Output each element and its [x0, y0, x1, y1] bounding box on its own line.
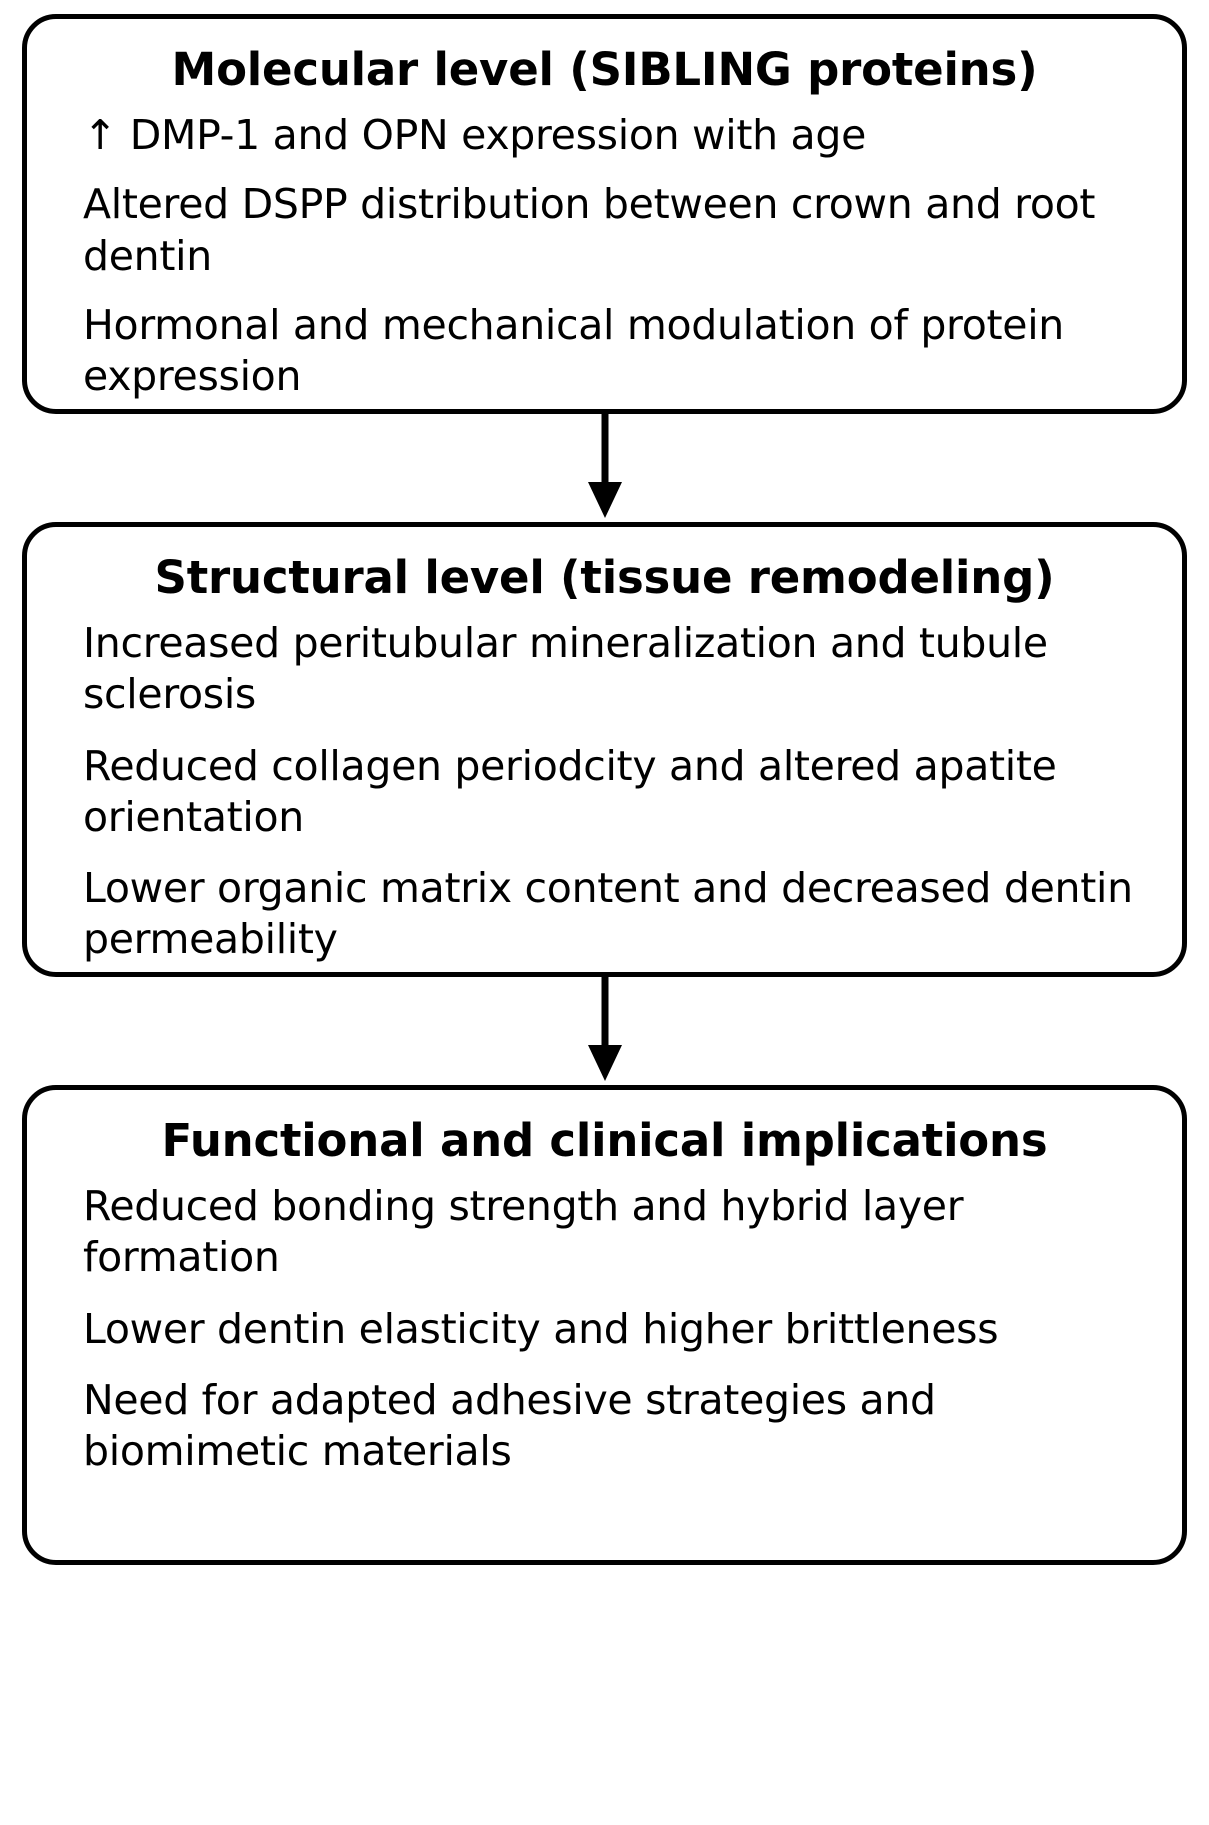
node-molecular-items — [53, 110, 1156, 402]
node-structural-title: Structural level (tissue remodeling) — [154, 551, 1055, 604]
node-molecular-level — [22, 14, 1187, 414]
down-arrow-icon — [585, 414, 625, 522]
list-item: Lower dentin elasticity and higher brittleness — [83, 1304, 999, 1353]
list-item: ↑ DMP-1 and OPN expression with age — [83, 111, 867, 160]
list-item: Hormonal and mechanical modulation of protein expression — [83, 300, 1064, 401]
list-item: Reduced bonding strength and hybrid layer formation — [83, 1182, 964, 1282]
connector-structural-to-functional — [22, 977, 1187, 1085]
node-functional-title: Functional and clinical implications — [161, 1114, 1048, 1167]
list-item: Lower organic matrix content and decreased dentin permeability — [83, 864, 1133, 964]
down-arrow-icon — [585, 977, 625, 1085]
node-molecular-title: Molecular level (SIBLING proteins) — [171, 43, 1038, 96]
node-functional-items — [53, 1181, 1156, 1477]
list-item: Increased peritubular mineralization and tubule sclerosis — [83, 619, 1048, 719]
list-item: Reduced collagen periodcity and altered apatite orientation — [83, 741, 1057, 841]
connector-molecular-to-structural — [22, 414, 1187, 522]
node-functional-implications — [22, 1085, 1187, 1565]
node-structural-items — [53, 618, 1156, 966]
list-item: Need for adapted adhesive strategies and biomimetic materials — [83, 1375, 936, 1476]
node-structural-level — [22, 522, 1187, 977]
list-item: Altered DSPP distribution between crown and root dentin — [83, 180, 1096, 280]
